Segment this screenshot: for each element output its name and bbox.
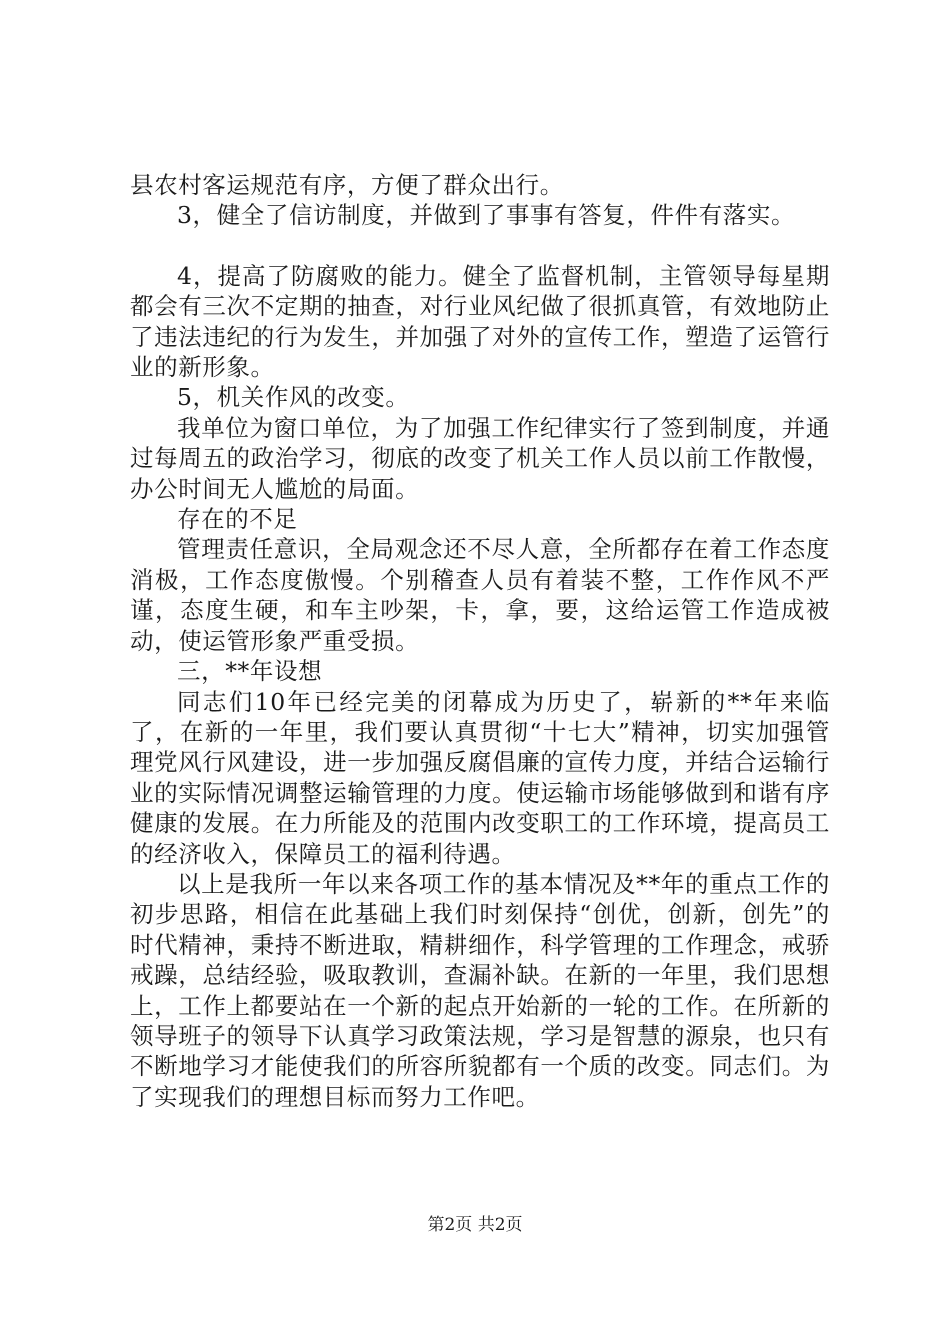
paragraph-conclusion: 以上是我所一年以来各项工作的基本情况及**年的重点工作的初步思路，相信在此基础上我们时刻保持“创优，创新，创先”的时代精神，秉持不断进取，精耕细作，科学管理的工作理念，戒骄戒躁，总结经验，吸取教训，查漏补缺。在新的一年里，我们思想上，工作上都要站在一个新的起点开始新的一轮的工作。在所新的领导班子的领导下认真学习政策法规，学习是智慧的源泉，也只有不断地学习才能使我们的所容所貌都有一个质的改变。同志们。为了实现我们的理想目标而努力工作吧。 [130, 869, 830, 1111]
paragraph-item-3: 3，健全了信访制度，并做到了事事有答复，件件有落实。 [177, 201, 796, 230]
section-heading-plan: 三，**年设想 [177, 657, 323, 686]
paragraph-shortcomings: 管理责任意识，全局观念还不尽人意，全所都存在着工作态度消极，工作态度傲慢。个别稽查人员有着装不整，工作作风不严谨，态度生硬，和车主吵架，卡，拿，要，这给运管工作造成被动，使运管形象严重受损。 [130, 535, 830, 655]
paragraph-gap [130, 231, 830, 261]
page-footer: 第2页 共2页 [427, 1215, 523, 1235]
paragraph-item-5: 5，机关作风的改变。 [177, 383, 410, 412]
document-body [130, 170, 830, 1112]
paragraph-work-style: 我单位为窗口单位，为了加强工作纪律实行了签到制度，并通过每周五的政治学习，彻底的改变了机关工作人员以前工作散慢，办公时间无人尴尬的局面。 [130, 413, 830, 503]
paragraph-plan: 同志们10年已经完美的闭幕成为历史了，崭新的**年来临了，在新的一年里，我们要认真贯彻“十七大”精神，切实加强管理党风行风建设，进一步加强反腐倡廉的宣传力度，并结合运输行业的实际情况调整运输管理的力度。使运输市场能够做到和谐有序健康的发展。在力所能及的范围内改变职工的工作环境，提高员工的经济收入，保障员工的福利待遇。 [130, 687, 830, 868]
section-heading-shortcomings: 存在的不足 [177, 505, 298, 534]
paragraph-item-4: 4，提高了防腐败的能力。健全了监督机制，主管领导每星期都会有三次不定期的抽查，对行业风纪做了很抓真管，有效地防止了违法违纪的行为发生，并加强了对外的宣传工作，塑造了运管行业的新形象。 [130, 261, 830, 382]
paragraph-continuation: 县农村客运规范有序，方便了群众出行。 [130, 171, 564, 199]
